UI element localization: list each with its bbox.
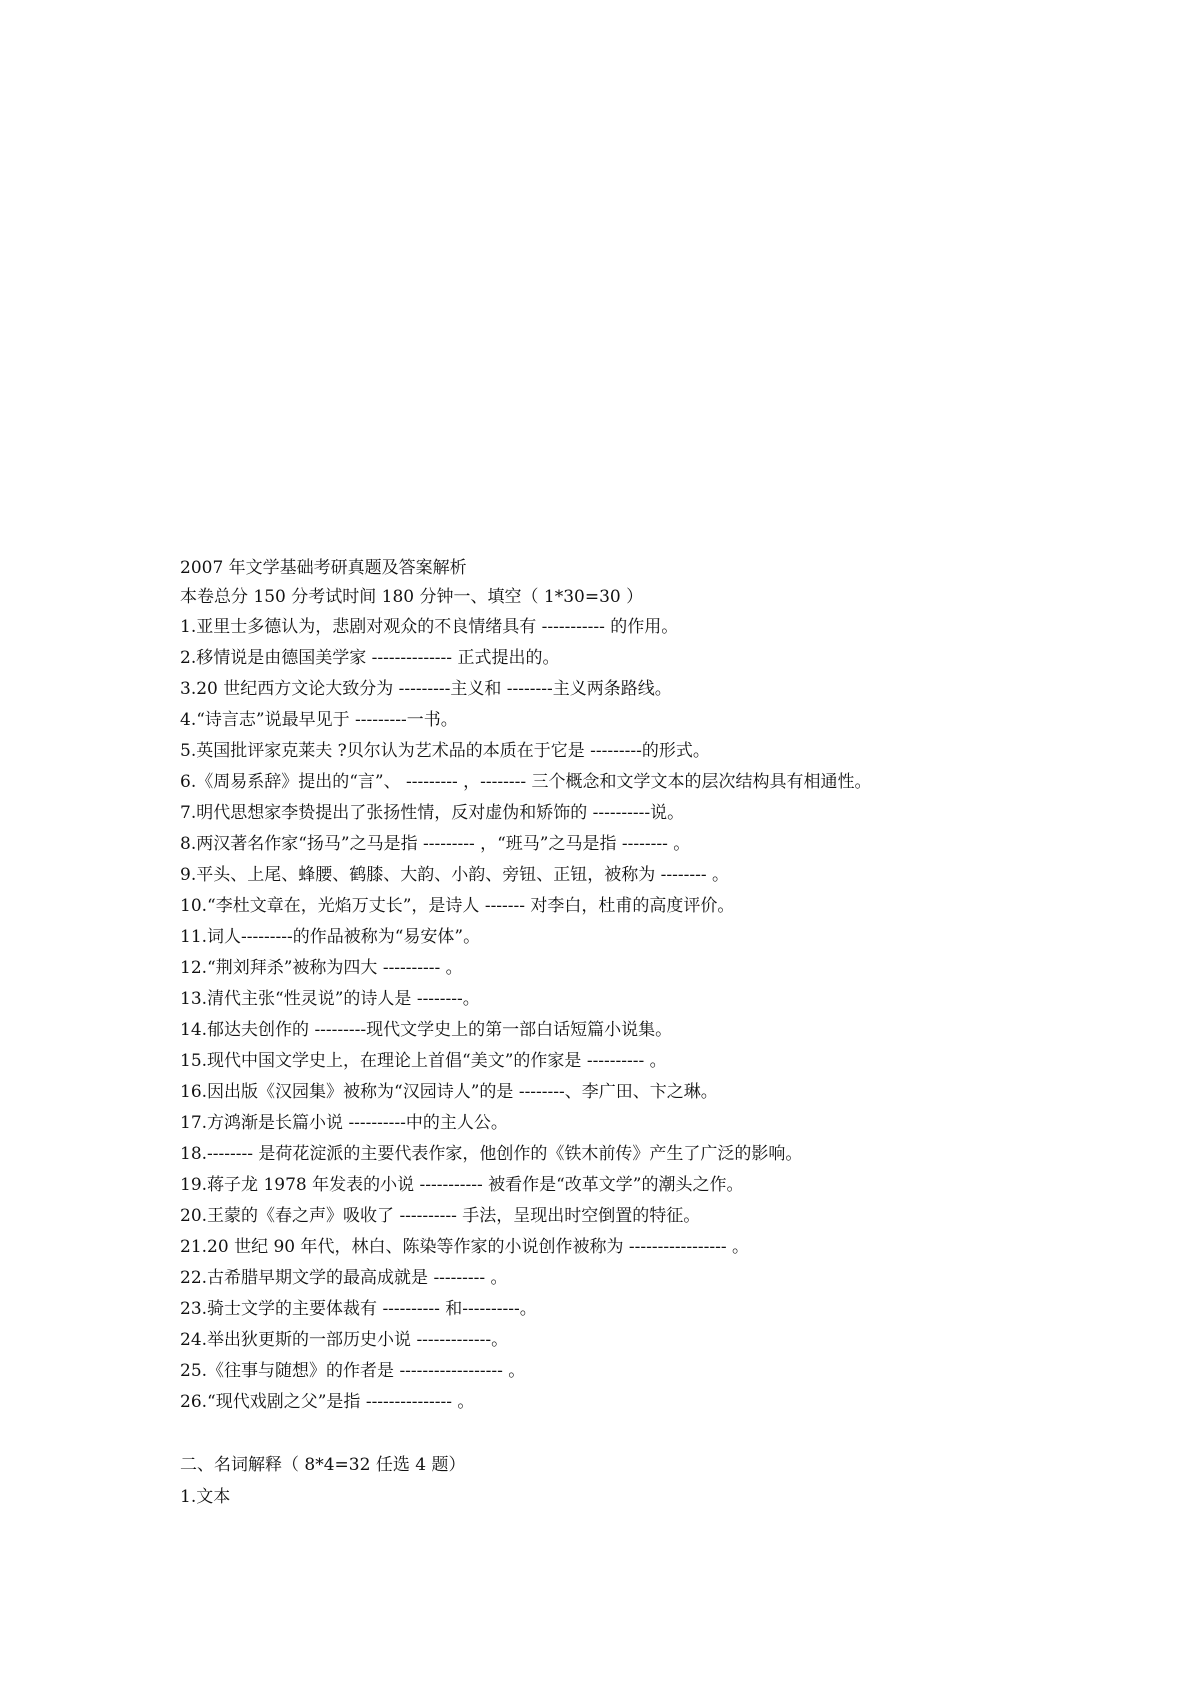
question-1: 1.亚里士多德认为，悲剧对观众的不良情绪具有 ----------- 的作用。: [180, 617, 679, 637]
section-2-heading: 二、名词解释（ 8*4=32 任选 4 题）: [180, 1455, 466, 1475]
question-8: 8.两汉著名作家“扬马”之马是指 --------- ，“班马”之马是指 -------- 。: [180, 834, 691, 854]
question-19: 19.蒋子龙 1978 年发表的小说 ----------- 被看作是“改革文学”的潮头之作。: [180, 1175, 744, 1195]
question-3: 3.20 世纪西方文论大致分为 ---------主义和 --------主义两条路线。: [180, 679, 672, 699]
section-spacer: [180, 1418, 1080, 1448]
question-11: 11.词人---------的作品被称为“易安体”。: [180, 927, 481, 947]
question-17: 17.方鸿渐是长篇小说 ----------中的主人公。: [180, 1113, 508, 1133]
question-24: 24.举出狄更斯的一部历史小说 -------------。: [180, 1330, 509, 1350]
question-7: 7.明代思想家李贽提出了张扬性情，反对虚伪和矫饰的 ----------说。: [180, 803, 685, 823]
question-25: 25.《往事与随想》的作者是 ------------------ 。: [180, 1361, 526, 1381]
exam-meta: 本卷总分 150 分考试时间 180 分钟一、填空（ 1*30=30 ）: [180, 587, 644, 607]
question-20: 20.王蒙的《春之声》吸收了 ---------- 手法，呈现出时空倒置的特征。: [180, 1206, 701, 1226]
question-10: 10.“李杜文章在，光焰万丈长”，是诗人 ------- 对李白，杜甫的高度评价。: [180, 896, 735, 916]
question-9: 9.平头、上尾、蜂腰、鹤膝、大韵、小韵、旁钮、正钮，被称为 -------- 。: [180, 865, 729, 885]
question-4: 4.“诗言志”说最早见于 ---------一书。: [180, 710, 458, 730]
question-13: 13.清代主张“性灵说”的诗人是 --------。: [180, 989, 480, 1009]
question-16: 16.因出版《汉园集》被称为“汉园诗人”的是 --------、李广田、卞之琳。: [180, 1082, 718, 1102]
question-6: 6.《周易系辞》提出的“言”、 --------- ，-------- 三个概念和文学文本的层次结构具有相通性。: [180, 772, 872, 792]
question-22: 22.古希腊早期文学的最高成就是 --------- 。: [180, 1268, 508, 1288]
question-15: 15.现代中国文学史上，在理论上首倡“美文”的作家是 ---------- 。: [180, 1051, 667, 1071]
question-14: 14.郁达夫创作的 ---------现代文学史上的第一部白话短篇小说集。: [180, 1020, 673, 1040]
question-23: 23.骑士文学的主要体裁有 ---------- 和----------。: [180, 1299, 537, 1319]
question-26: 26.“现代戏剧之父”是指 --------------- 。: [180, 1392, 475, 1412]
exam-content: [180, 555, 1080, 1513]
question-21: 21.20 世纪 90 年代，林白、陈染等作家的小说创作被称为 ----------------- 。: [180, 1237, 749, 1257]
term-item-1: 1.文本: [180, 1487, 231, 1507]
question-18: 18.-------- 是荷花淀派的主要代表作家，他创作的《铁木前传》产生了广泛的影响。: [180, 1144, 803, 1164]
question-5: 5.英国批评家克莱夫 ?贝尔认为艺术品的本质在于它是 ---------的形式。: [180, 741, 710, 761]
question-2: 2.移情说是由德国美学家 -------------- 正式提出的。: [180, 648, 560, 668]
question-12: 12.“荆刘拜杀”被称为四大 ---------- 。: [180, 958, 463, 978]
document-title: 2007 年文学基础考研真题及答案解析: [180, 558, 467, 578]
